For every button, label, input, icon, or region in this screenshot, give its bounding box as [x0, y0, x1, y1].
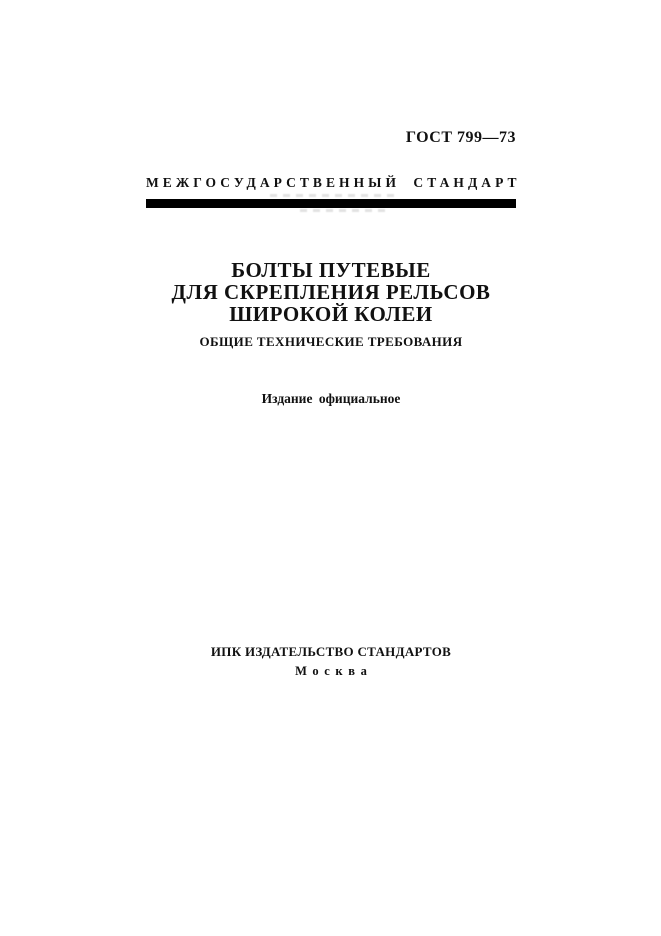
edition-note: Издание официальное — [261, 391, 401, 406]
bleedthrough-artifact — [300, 209, 390, 212]
horizontal-rule — [146, 199, 516, 208]
publisher-name: ИПК ИЗДАТЕЛЬСТВО СТАНДАРТОВ — [210, 644, 452, 659]
publisher-city: Москва — [295, 664, 373, 678]
title-line-1: БОЛТЫ ПУТЕВЫЕ — [231, 258, 431, 282]
document-title — [146, 259, 516, 325]
title-line-2: ДЛЯ СКРЕПЛЕНИЯ РЕЛЬСОВ — [171, 280, 491, 304]
standard-number: ГОСТ 799—73 — [405, 129, 516, 146]
bleedthrough-artifact — [270, 194, 400, 197]
standard-category-header: МЕЖГОСУДАРСТВЕННЫЙ СТАНДАРТ — [146, 175, 521, 190]
title-line-3: ШИРОКОЙ КОЛЕИ — [229, 302, 433, 326]
document-subtitle: ОБЩИЕ ТЕХНИЧЕСКИЕ ТРЕБОВАНИЯ — [199, 334, 463, 349]
